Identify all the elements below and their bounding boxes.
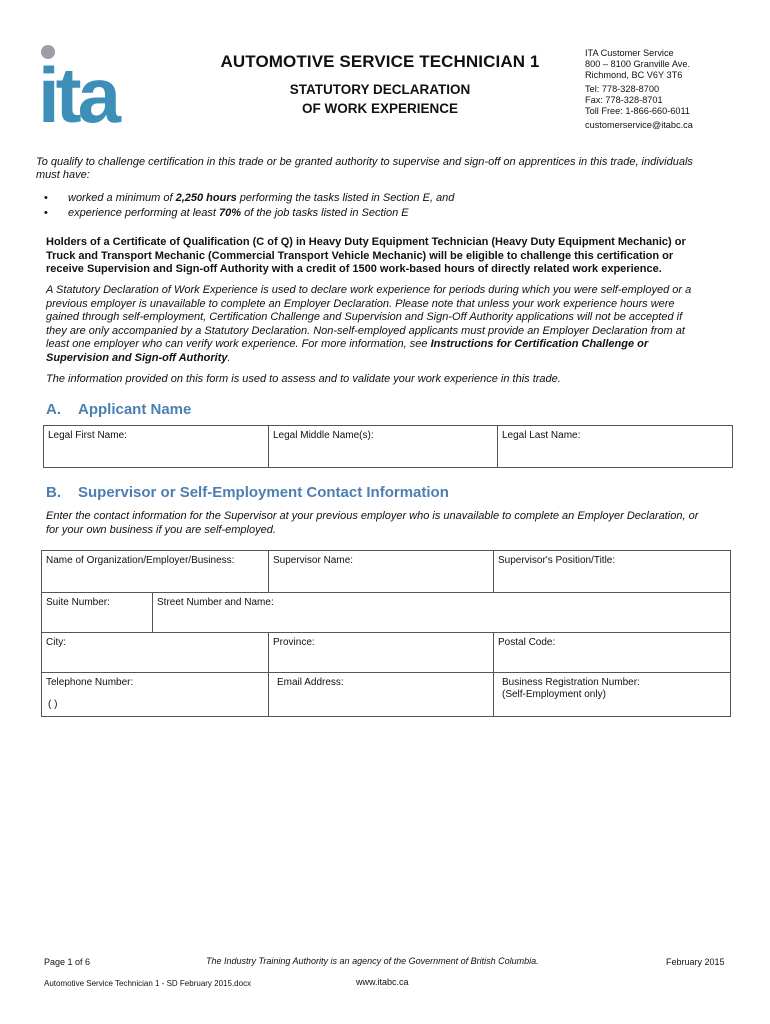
province-field[interactable] (268, 632, 494, 673)
statutory-line5: least one employer who can verify work experience. For more information, see Instructions for Certification Challenge or (46, 338, 649, 350)
telephone-field[interactable] (41, 672, 269, 717)
footer-agency: The Industry Training Authority is an agency of the Government of British Columbia. (206, 956, 539, 966)
ita-logo (38, 44, 148, 126)
street-field[interactable] (152, 592, 731, 633)
bullet-icon: • (44, 207, 48, 219)
section-b-intro-line1: Enter the contact information for the Supervisor at your previous employer who is unavailable to complete an Employer Declaration, or (46, 510, 699, 522)
statutory-line3: gained through self-employment, Certification Challenge and Supervision and Sign-Off Authority applications will not be accepted if (46, 311, 683, 323)
supervisor-position-label: Supervisor's Position/Title: (498, 555, 616, 566)
supervisor-position-field[interactable] (493, 550, 731, 593)
telephone-area-code: ( ) (48, 699, 58, 710)
business-registration-label: Business Registration Number: (502, 677, 640, 688)
section-b-heading: B. Supervisor or Self-Employment Contact Information (46, 484, 449, 501)
footer-website[interactable]: www.itabc.ca (356, 977, 409, 987)
statutory-line2: previous employer is unavailable to complete an Employer Declaration. Please note that unless your work experience hours were (46, 297, 675, 310)
supervisor-name-label: Supervisor Name: (273, 555, 354, 566)
intro-bullet-1: • worked a minimum of 2,250 hours performing the tasks listed in Section E, and (44, 192, 455, 204)
contact-email[interactable]: customerservice@itabc.ca (585, 120, 693, 130)
contact-address1: 800 – 8100 Granville Ave. (585, 59, 691, 69)
suite-number-field[interactable] (41, 592, 153, 633)
intro-bullet-2: • experience performing at least 70% of the job tasks listed in Section E (44, 207, 409, 219)
legal-middle-name-label: Legal Middle Name(s): (273, 430, 374, 441)
section-a-heading: A. Applicant Name (46, 401, 192, 418)
intro-line1: To qualify to challenge certification in this trade or be granted authority to supervise and sign-off on apprentices in this trade, individuals (36, 156, 693, 168)
holders-line1: Holders of a Certificate of Qualification (C of Q) in Heavy Duty Equipment Technician (Heavy Duty Equipment Mechanic) or (46, 236, 686, 248)
section-b-intro-line2: for your own business if you are self-employed. (46, 523, 276, 536)
page-number: Page 1 of 6 (44, 957, 91, 967)
statutory-line6: Supervision and Sign-off Authority. (46, 351, 231, 364)
business-registration-note: (Self-Employment only) (502, 689, 606, 700)
suite-number-label: Suite Number: (46, 597, 110, 608)
contact-fax: Fax: 778-328-8701 (585, 95, 663, 105)
footer-date: February 2015 (666, 957, 725, 967)
bullet-icon: • (44, 192, 48, 204)
legal-last-name-field[interactable] (497, 425, 733, 468)
holders-line3: receive Supervision and Sign-off Authority with a credit of 1500 work-based hours of directly related work experience. (46, 263, 662, 275)
statutory-line4: they are only accompanied by a Statutory Declaration. Non-self-employed applicants must provide an Employer Declaration from at (46, 324, 685, 337)
form-subtitle-line2: OF WORK EXPERIENCE (301, 101, 458, 116)
city-label: City: (46, 637, 66, 648)
ita-logo-text: ita (38, 51, 118, 126)
contact-tollfree: Toll Free: 1-866-660-6011 (585, 106, 691, 116)
footer-docname: Automotive Service Technician 1 - SD February 2015.docx (44, 979, 252, 988)
organization-label: Name of Organization/Employer/Business: (46, 555, 235, 566)
contact-org: ITA Customer Service (585, 48, 674, 58)
holders-line2: Truck and Transport Mechanic (Commercial Transport Vehicle Mechanic) will be eligible to challenge this certification or (46, 249, 674, 262)
contact-address2: Richmond, BC V6Y 3T6 (585, 70, 683, 80)
postal-code-label: Postal Code: (498, 637, 556, 648)
info-line: The information provided on this form is used to assess and to validate your work experience in this trade. (46, 373, 561, 385)
legal-first-name-field[interactable] (43, 425, 269, 468)
telephone-label: Telephone Number: (46, 677, 134, 688)
street-label: Street Number and Name: (157, 597, 274, 608)
email-field[interactable] (268, 672, 494, 717)
postal-code-field[interactable] (493, 632, 731, 673)
business-registration-field[interactable] (493, 672, 731, 717)
instructions-link-cont[interactable]: Supervision and Sign-off Authority (46, 351, 228, 364)
legal-last-name-label: Legal Last Name: (502, 430, 581, 441)
province-label: Province: (273, 637, 315, 648)
legal-middle-name-field[interactable] (268, 425, 498, 468)
instructions-link[interactable]: Instructions for Certification Challenge or (430, 338, 649, 350)
contact-tel: Tel: 778-328-8700 (585, 84, 660, 94)
organization-field[interactable] (41, 550, 269, 593)
intro-line2: must have: (36, 169, 90, 181)
form-title: AUTOMOTIVE SERVICE TECHNICIAN 1 (220, 52, 540, 71)
email-label: Email Address: (277, 677, 344, 688)
statutory-line1: A Statutory Declaration of Work Experience is used to declare work experience for periods during which you were self-employed or a (46, 284, 692, 296)
city-field[interactable] (41, 632, 269, 673)
form-subtitle-line1: STATUTORY DECLARATION (289, 82, 471, 97)
supervisor-name-field[interactable] (268, 550, 494, 593)
legal-first-name-label: Legal First Name: (48, 430, 127, 441)
